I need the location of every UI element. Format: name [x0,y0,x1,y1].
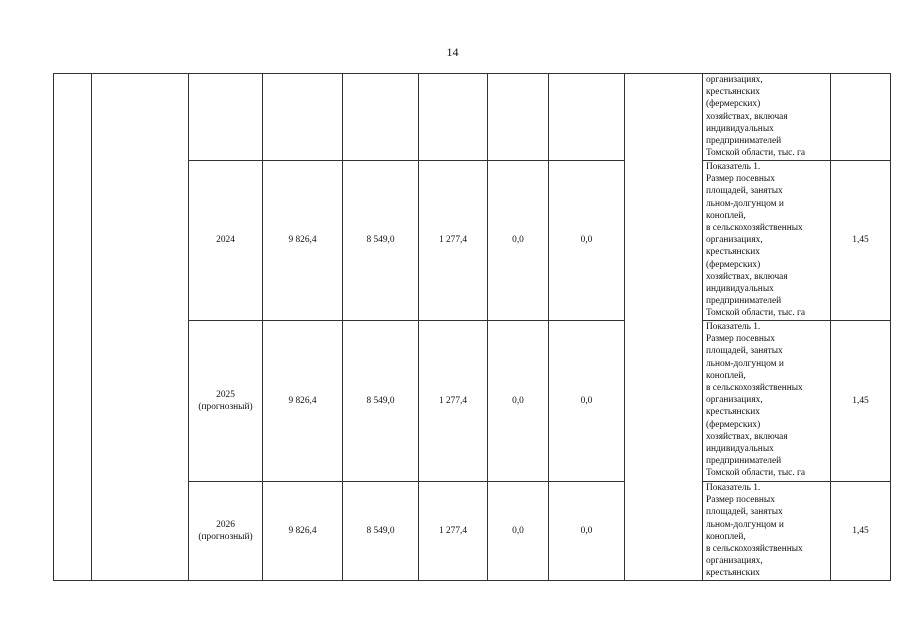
other-sources-cell: 0,0 [549,482,625,581]
year-cell: 2024 [189,161,263,321]
total-cell: 9 826,4 [263,482,343,581]
year-cell: 2026 (прогнозный) [189,482,263,581]
indicator-value-cell: 1,45 [831,161,891,321]
local-budget-cell: 0,0 [488,161,549,321]
other-sources-cell [549,74,625,161]
federal-budget-cell: 8 549,0 [343,161,419,321]
indicator-value-cell: 1,45 [831,321,891,482]
regional-budget-cell [419,74,488,161]
federal-budget-cell: 8 549,0 [343,321,419,482]
year-cell: 2025 (прогнозный) [189,321,263,482]
column-number-cell [54,74,92,581]
page-number: 14 [446,45,459,59]
indicator-value-cell [831,74,891,161]
regional-budget-cell: 1 277,4 [419,321,488,482]
indicator-cell: Показатель 1. Размер посевных площадей, занятых льном-долгунцом и коноплей, в сельскохозяйственных организациях, крестьянских (фермерских) хозяйствах, включая индивидуальных предпринимателей Томской области, тыс. га [703,161,831,321]
column-name-cell [92,74,189,581]
indicator-cell: организациях, крестьянских (фермерских) хозяйствах, включая индивидуальных предпринимателей Томской области, тыс. га [703,74,831,161]
total-cell: 9 826,4 [263,161,343,321]
local-budget-cell [488,74,549,161]
local-budget-cell: 0,0 [488,321,549,482]
total-cell: 9 826,4 [263,321,343,482]
regional-budget-cell: 1 277,4 [419,161,488,321]
year-cell [189,74,263,161]
other-sources-cell: 0,0 [549,321,625,482]
other-sources-cell: 0,0 [549,161,625,321]
federal-budget-cell [343,74,419,161]
participants-cell [625,74,703,581]
indicator-value-cell: 1,45 [831,482,891,581]
regional-budget-cell: 1 277,4 [419,482,488,581]
program-funding-table [53,73,891,581]
indicator-cell: Показатель 1. Размер посевных площадей, занятых льном-долгунцом и коноплей, в сельскохозяйственных организациях, крестьянских (фермерских) хозяйствах, включая индивидуальных предпринимателей Томской области, тыс. га [703,321,831,482]
federal-budget-cell: 8 549,0 [343,482,419,581]
table-row [54,74,891,161]
local-budget-cell: 0,0 [488,482,549,581]
indicator-cell: Показатель 1. Размер посевных площадей, занятых льном-долгунцом и коноплей, в сельскохозяйственных организациях, крестьянских [703,482,831,581]
total-cell [263,74,343,161]
